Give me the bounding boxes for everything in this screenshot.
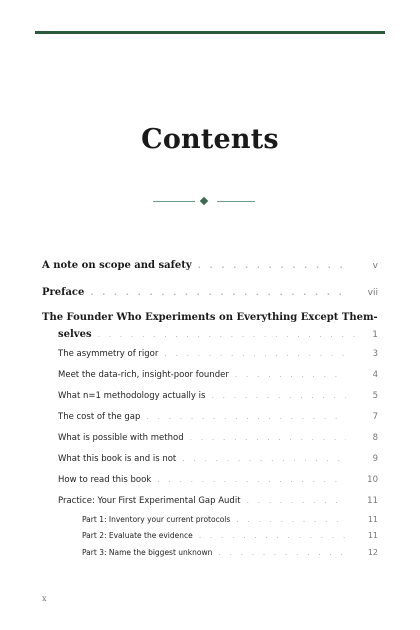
toc-section-entry[interactable] bbox=[0, 475, 420, 485]
leader-dots bbox=[247, 496, 346, 505]
toc-section-entry[interactable] bbox=[0, 454, 420, 464]
leader-dots bbox=[190, 433, 346, 442]
leader-dots bbox=[218, 548, 346, 557]
leader-dots bbox=[236, 515, 346, 524]
toc-entry-label[interactable]: Meet the data-rich, insight-poor founder bbox=[58, 370, 229, 380]
leader-dots bbox=[90, 288, 346, 297]
toc-subsection-entry[interactable] bbox=[0, 515, 420, 524]
toc-entry[interactable] bbox=[0, 260, 420, 271]
leader-dots bbox=[199, 531, 346, 540]
toc-entry-page[interactable]: 10 bbox=[367, 475, 378, 485]
toc-entry-label[interactable]: A note on scope and safety bbox=[42, 260, 192, 271]
toc-entry-page[interactable]: 3 bbox=[372, 349, 378, 359]
toc-entry-label[interactable]: Part 3: Name the biggest unknown bbox=[82, 548, 213, 557]
toc-entry[interactable] bbox=[0, 329, 420, 340]
toc-entry[interactable] bbox=[0, 287, 420, 298]
toc-entry-label[interactable]: Preface bbox=[42, 287, 85, 298]
ornament-line-left bbox=[153, 201, 195, 202]
toc-entry-page[interactable]: vii bbox=[367, 288, 378, 298]
toc-entry-label[interactable]: Part 2: Evaluate the evidence bbox=[82, 531, 193, 540]
toc-subsection-entry[interactable] bbox=[0, 531, 420, 540]
toc-entry-label-line2[interactable]: selves bbox=[58, 329, 92, 340]
toc-section-entry[interactable] bbox=[0, 412, 420, 422]
leader-dots bbox=[157, 475, 346, 484]
toc-entry-page[interactable]: 11 bbox=[367, 531, 378, 540]
toc-entry-page[interactable]: 11 bbox=[367, 515, 378, 524]
toc-entry-label[interactable]: What n=1 methodology actually is bbox=[58, 391, 206, 401]
leader-dots bbox=[235, 370, 346, 379]
toc-entry-label[interactable]: The asymmetry of rigor bbox=[58, 349, 159, 359]
toc-entry-page[interactable]: 7 bbox=[372, 412, 378, 422]
leader-dots bbox=[198, 261, 346, 270]
toc-entry-page[interactable]: 8 bbox=[372, 433, 378, 443]
leader-dots bbox=[182, 454, 346, 463]
toc-section-entry[interactable] bbox=[0, 370, 420, 380]
toc-entry-page[interactable]: v bbox=[372, 261, 378, 271]
toc-entry-label[interactable]: What is possible with method bbox=[58, 433, 184, 443]
toc-entry-label[interactable]: How to read this book bbox=[58, 475, 152, 485]
toc-section-entry[interactable] bbox=[0, 391, 420, 401]
toc-section-entry[interactable] bbox=[0, 433, 420, 443]
toc-entry-page[interactable]: 11 bbox=[367, 496, 378, 506]
toc-entry-page[interactable]: 5 bbox=[372, 391, 378, 401]
leader-dots bbox=[146, 412, 346, 421]
toc-section-entry[interactable] bbox=[0, 496, 420, 506]
leader-dots bbox=[98, 330, 363, 339]
toc-entry-label[interactable]: Practice: Your First Experimental Gap Audit bbox=[58, 496, 241, 506]
toc-entry-page[interactable]: 9 bbox=[372, 454, 378, 464]
toc-entry-page[interactable]: 4 bbox=[372, 370, 378, 380]
diamond-icon bbox=[200, 197, 208, 205]
toc-entry-label[interactable]: Part 1: Inventory your current protocols bbox=[82, 515, 231, 524]
toc-entry-page[interactable]: 12 bbox=[367, 548, 378, 557]
toc-section-entry[interactable] bbox=[0, 349, 420, 359]
header-rule bbox=[35, 31, 385, 34]
leader-dots bbox=[211, 391, 346, 400]
toc-entry-label[interactable]: The cost of the gap bbox=[58, 412, 141, 422]
page-number: x bbox=[42, 594, 47, 603]
toc-entry-page[interactable]: 1 bbox=[372, 330, 378, 340]
title-ornament bbox=[0, 195, 420, 209]
toc-entry-label-line1[interactable]: The Founder Who Experiments on Everything Except Them- bbox=[42, 312, 378, 323]
toc-subsection-entry[interactable] bbox=[0, 548, 420, 557]
page-title: Contents bbox=[141, 124, 279, 155]
toc-entry-label[interactable]: What this book is and is not bbox=[58, 454, 177, 464]
leader-dots bbox=[164, 349, 346, 358]
ornament-line-right bbox=[217, 201, 255, 202]
